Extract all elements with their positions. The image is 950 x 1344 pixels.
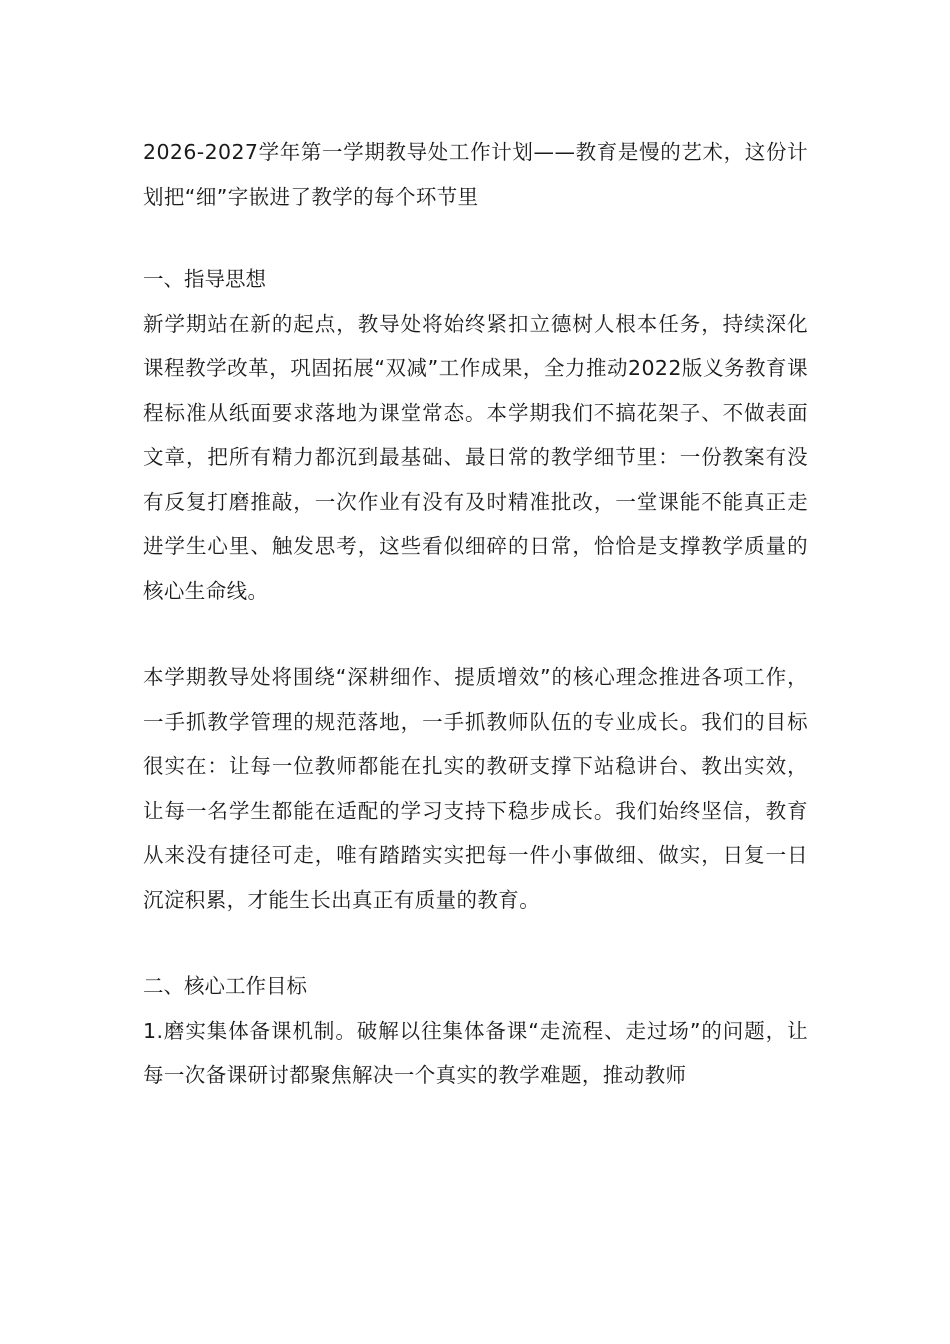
spacer (143, 613, 808, 655)
document-title: 2026-2027学年第一学期教导处工作计划——教育是慢的艺术，这份计划把“细”字嵌进了教学的每个环节里 (143, 140, 808, 209)
section-heading-guiding-ideology: 一、指导思想 (143, 267, 266, 291)
body-paragraph: 1.磨实集体备课机制。破解以往集体备课“走流程、走过场”的问题，让每一次备课研讨都聚焦解决一个真实的教学难题，推动教师 (143, 1018, 808, 1087)
document-body (143, 130, 808, 1098)
body-paragraph: 本学期教导处将围绕“深耕细作、提质增效”的核心理念推进各项工作，一手抓教学管理的规范落地，一手抓教师队伍的专业成长。我们的目标很实在：让每一位教师都能在扎实的教研支撑下站稳讲台、教出实效，让每一名学生都能在适配的学习支持下稳步成长。我们始终坚信，教育从来没有捷径可走，唯有踏踏实实把每一件小事做细、做实，日复一日沉淀积累，才能生长出真正有质量的教育。 (143, 665, 808, 912)
section-heading-core-goals: 二、核心工作目标 (143, 974, 307, 998)
spacer (143, 219, 808, 257)
spacer (143, 922, 808, 964)
body-paragraph: 新学期站在新的起点，教导处将始终紧扣立德树人根本任务，持续深化课程教学改革，巩固拓展“双减”工作成果，全力推动2022版义务教育课程标准从纸面要求落地为课堂常态。本学期我们不搞花架子、不做表面文章，把所有精力都沉到最基础、最日常的教学细节里：一份教案有没有反复打磨推敲，一次作业有没有及时精准批改，一堂课能不能真正走进学生心里、触发思考，这些看似细碎的日常，恰恰是支撑教学质量的核心生命线。 (143, 311, 808, 603)
